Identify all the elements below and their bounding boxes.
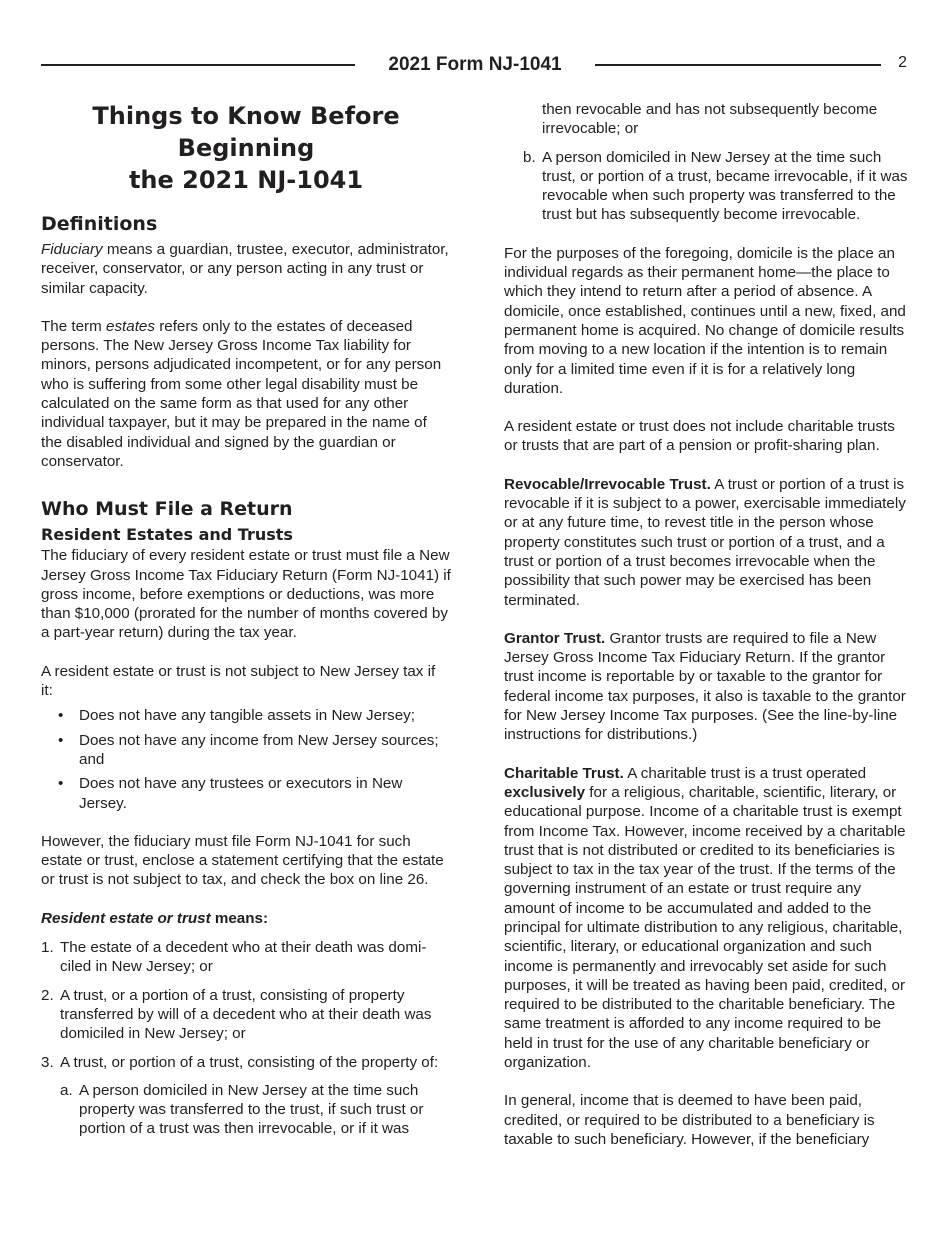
means-label: means:	[210, 909, 269, 927]
means-term: Resident estate or trust	[41, 909, 211, 927]
not-subject-paragraph: A resident estate or trust is not subject to New Jersey tax if it:	[41, 662, 436, 700]
exclusively-term: exclusively	[504, 783, 586, 801]
grantor-paragraph: Grantor Trust. Grantor trusts are required to file a New Jersey Gross Income Tax Fiduciary Return. If the grantor trust income is reportable by or taxable to the grantor for federal income tax purposes, it also is taxable to the grantor for New Jersey Income Tax purposes. (See the line-by-line instructions for distributions.)	[504, 629, 906, 744]
right-column	[504, 100, 912, 1168]
domicile-paragraph: For the purposes of the foregoing, domicile is the place an individual regards as their permanent home—the place to which they intend to return after a period of absence. A domicile, once established, continues until a new, fixed, and permanent home is acquired. No change of domicile results from moving to a new location if the intention is to remain only for a limited time even if it is for a relatively long duration.	[504, 244, 906, 397]
bullet-icon: •	[58, 775, 64, 793]
left-column	[41, 100, 451, 1148]
page-title	[41, 100, 451, 196]
list-item: b. A person domiciled in New Jersey at the time such trust, or portion of a trust, became irrevocable, if it was revocable when such property was transferred to the trust but has subsequently become irrevocable.	[523, 148, 908, 224]
charitable-exclusion-paragraph: A resident estate or trust does not include charitable trusts or trusts that are part of a pension or profit-sharing plan.	[504, 418, 895, 455]
list-item: 3. A trust, or portion of a trust, consisting of the property of:	[41, 1053, 439, 1071]
page-header	[41, 52, 907, 78]
list-item: a. A person domiciled in New Jersey at the time such property was transferred to the trust, if such trust or portion of a trust was then irrevocable, or if it was	[60, 1081, 424, 1138]
page-number: 2	[898, 54, 907, 71]
list-item: • Does not have any tangible assets in New Jersey;	[58, 707, 415, 725]
spacer	[41, 490, 451, 497]
resident-paragraph: The fiduciary of every resident estate or trust must file a New Jersey Gross Income Tax Fiduciary Return (Form NJ-1041) if gross income, before exemptions or deductions, was more than $10,000 (prorated for the number of months covered by a part-year return) during the tax year.	[41, 547, 451, 642]
means-heading	[41, 909, 451, 928]
fiduciary-text: means a guardian, trustee, executor, administrator, receiver, conservator, or any person acting in any trust or similar capacity.	[41, 241, 449, 297]
list-item: 2. A trust, or a portion of a trust, consisting of property transferred by will of a decedent who at their death was domiciled in New Jersey; or	[41, 986, 432, 1043]
estates-definition	[41, 317, 451, 471]
who-must-file-heading: Who Must File a Return	[41, 498, 293, 521]
resident-means-list	[41, 938, 451, 1072]
sub-list	[504, 148, 912, 225]
estates-pre: The term	[41, 317, 106, 335]
charitable-paragraph: Charitable Trust. A charitable trust is a trust operated exclusively for a religious, charitable, scientific, literary, or educational purpose. Income of a charitable trust is exempt from Income Tax. However, income received by a charitable trust that is not distributed or credited to its beneficiaries is subject to tax in the tax year of the trust. If the terms of the governing instrument of an estate or trust require any amount of income to be accumulated and added to the principal for ultimate distribution to any religious, charitable, scientific, literary, or educational organization and such income is permanently and irrevocably set aside for such purposes, it will be treated as having been paid, credited, or required to be distributed to the charitable beneficiary. The same treatment is afforded to any income required to be held in trust for the use of any charitable beneficiary or organization.	[504, 764, 906, 1072]
revocable-paragraph: Revocable/Irrevocable Trust. A trust or portion of a trust is revocable if it is subject to a power, exercisable immediately or at any future time, to revest title in the person whose property constitutes such trust or portion of a trust, and a trust or portion of a trust becomes irrevocable when the possibility that such power may be exercised has been terminated.	[504, 475, 906, 609]
header-rule-left	[41, 64, 355, 66]
page-title-line-1: Things to Know Before Beginning	[92, 102, 400, 162]
list-item: • Does not have any income from New Jersey sources; and	[58, 731, 439, 768]
charitable-term: Charitable Trust.	[504, 764, 624, 782]
however-paragraph: However, the fiduciary must file Form NJ-1041 for such estate or trust, enclose a statement certifying that the estate or trust is not subject to tax, and check the box on line 26.	[41, 832, 444, 889]
grantor-term: Grantor Trust.	[504, 629, 606, 647]
form-title: 2021 Form NJ-1041	[388, 54, 562, 75]
bullet-icon: •	[58, 707, 64, 725]
resident-estates-heading: Resident Estates and Trusts	[41, 525, 293, 545]
definitions-heading: Definitions	[41, 213, 158, 235]
fiduciary-definition	[41, 240, 451, 298]
general-paragraph: In general, income that is deemed to have been paid, credited, or required to be distributed to a beneficiary is taxable to such beneficiary. However, if the beneficiary	[504, 1092, 875, 1148]
not-subject-list	[41, 706, 451, 812]
estates-text: refers only to the estates of deceased persons. The New Jersey Gross Income Tax liability for minors, persons adjudicated incompetent, or for any person who is suffering from some other legal disability must be calculated on the same form as that used for any other individual taxpayer, but it may be prepared in the name of the disabled individual and signed by the guardian or conservator.	[41, 317, 442, 470]
page-title-line-2: the 2021 NJ-1041	[128, 166, 364, 194]
list-item: 1. The estate of a decedent who at their death was domiciled in New Jersey; or	[41, 939, 427, 976]
list-item: • Does not have any trustees or executors in New Jersey.	[58, 775, 403, 812]
header-rule-right	[595, 64, 881, 66]
estates-term: estates	[106, 317, 155, 335]
bullet-icon: •	[58, 731, 64, 749]
fiduciary-term: Fiduciary	[41, 241, 103, 258]
sub-list-continuation: then revocable and has not subsequently become irrevocable; or	[542, 101, 878, 138]
sub-list	[41, 1081, 451, 1139]
revocable-term: Revocable/Irrevocable Trust.	[504, 475, 711, 493]
